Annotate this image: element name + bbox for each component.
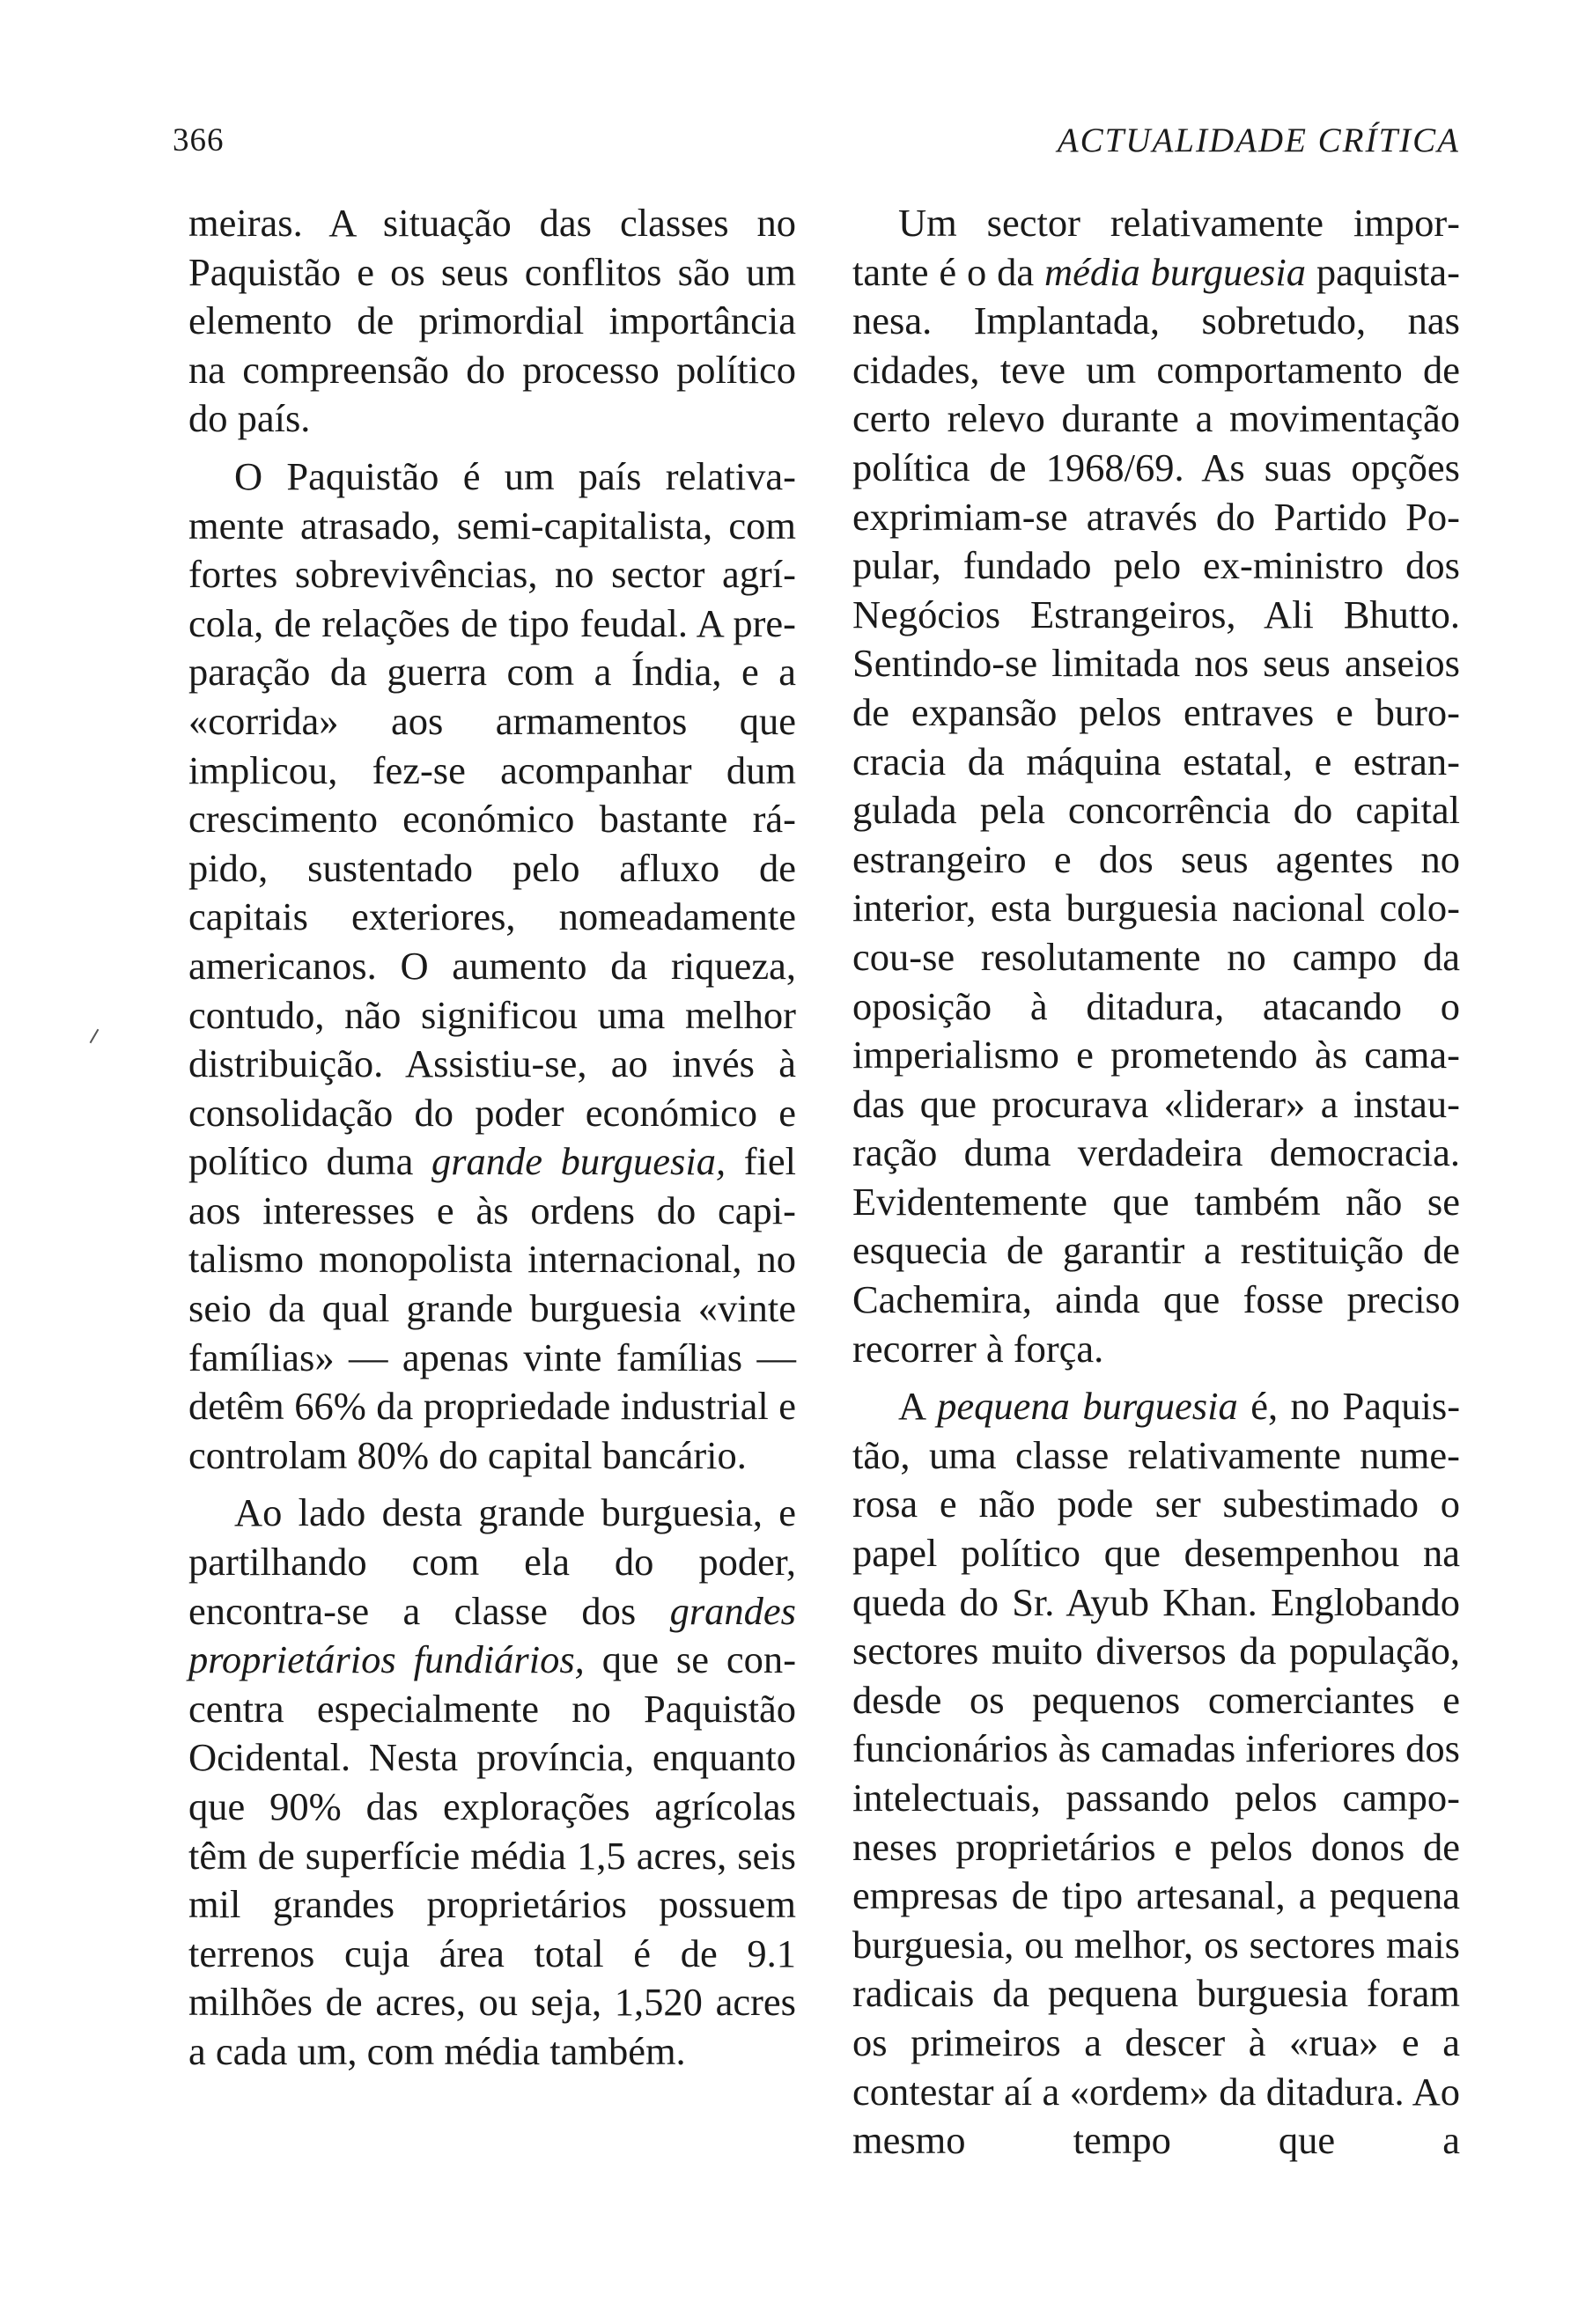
page-number: 366 <box>173 122 225 158</box>
paragraph-text: Ao lado desta grande burguesia, e partilhando com ela do poder, encontra-se a classe dos <box>188 1490 796 1633</box>
paragraph-text: fiel aos interesses e às ordens do capitalismo monopolista internacional, no seio da qual grande burguesia «vinte famílias» — apenas vinte famílias — detêm 66% da propriedade industrial e controlam 80% do capital bancário. <box>188 1139 796 1477</box>
paragraph <box>852 1382 1460 2166</box>
paragraph <box>188 452 796 1480</box>
running-head: ACTUALIDADE CRÍTICA <box>1057 121 1460 159</box>
paragraph-text: O Paquistão é um país relativamente atrasado, semi-capitalista, com fortes sobrevivências, no sector agrícola, de relações de tipo feudal. A preparação da guerra com a Índia, e a «corrida» aos armamentos que implicou, fez-se acompanhar dum crescimento económico bastante rápido, sustentado pelo afluxo de capitais exteriores, nomeadamente americanos. O aumento da riqueza, contudo, não significou uma melhor distribuição. Assistiu-se, ao invés à consolidação do poder económico e político duma <box>188 453 796 1184</box>
paragraph-text: Um sector relativamente importante é o da <box>852 201 1460 294</box>
right-text-column <box>852 199 1460 2166</box>
paragraph-text: meiras. A situação das classes no Paquistão e os seus conflitos são um elemento de primordial importância na compreensão do processo político do país. <box>188 201 796 441</box>
paragraph-text: que se concentra especialmente no Paquistão Ocidental. Nesta província, enquanto que 90% das explorações agrícolas têm de superfície média 1,5 acres, seis mil grandes proprietários possuem terrenos cuja área total é de 9.1 milhões de acres, ou seja, 1,520 acres a cada um, com média também. <box>188 1637 797 2073</box>
left-text-column <box>188 199 796 2077</box>
paragraph-text: A <box>898 1384 938 1429</box>
paragraph <box>188 1489 796 2076</box>
page-header <box>173 114 1460 167</box>
emphasis-term: média burguesia <box>1044 249 1306 294</box>
paragraph-text: é, no Paquistão, uma classe relativamente numerosa e não pode ser subestimado o papel político que desempenhou na queda do Sr. Ayub Khan. Englobando sectores muito diversos da população, desde os pequenos comerciantes e funcionários às camadas inferiores dos intelectuais, passando pelos camponeses proprietários e pelos donos de empresas de tipo artesanal, a pequena burguesia, ou melhor, os sectores mais radicais da pequena burguesia foram os primeiros a descer à «rua» e a contestar aí a «ordem» da ditadura. Ao mesmo tempo que a <box>852 1384 1461 2163</box>
emphasis-term: grande burguesia, <box>431 1139 726 1184</box>
emphasis-term: pequena burguesia <box>937 1384 1238 1429</box>
paragraph <box>188 199 796 444</box>
stray-pen-mark <box>90 1029 100 1044</box>
paragraph <box>852 199 1460 1373</box>
paragraph-text: paquistanesa. Implantada, sobretudo, nas cidades, teve um comportamento de certo relevo durante a movimentação política de 1968/69. As suas opções exprimiam-se através do Partido Popular, fundado pelo ex-ministro dos Negócios Estrangeiros, Ali Bhutto. Sentindo-se limitada nos seus anseios de expansão pelos entraves e burocracia da máquina estatal, e estrangulada pela concorrência do capital estrangeiro e dos seus agentes no interior, esta burguesia nacional colocou-se resolutamente no campo da oposição à ditadura, atacando o imperialismo e prometendo às camadas que procurava «liderar» a instauração duma verdadeira democracia. Evidentemente que também não se esquecia de garantir a restituição de Cachemira, ainda que fosse preciso recorrer à força. <box>852 249 1460 1371</box>
emphasis-term: grandes proprietários fundiários, <box>188 1588 796 1682</box>
